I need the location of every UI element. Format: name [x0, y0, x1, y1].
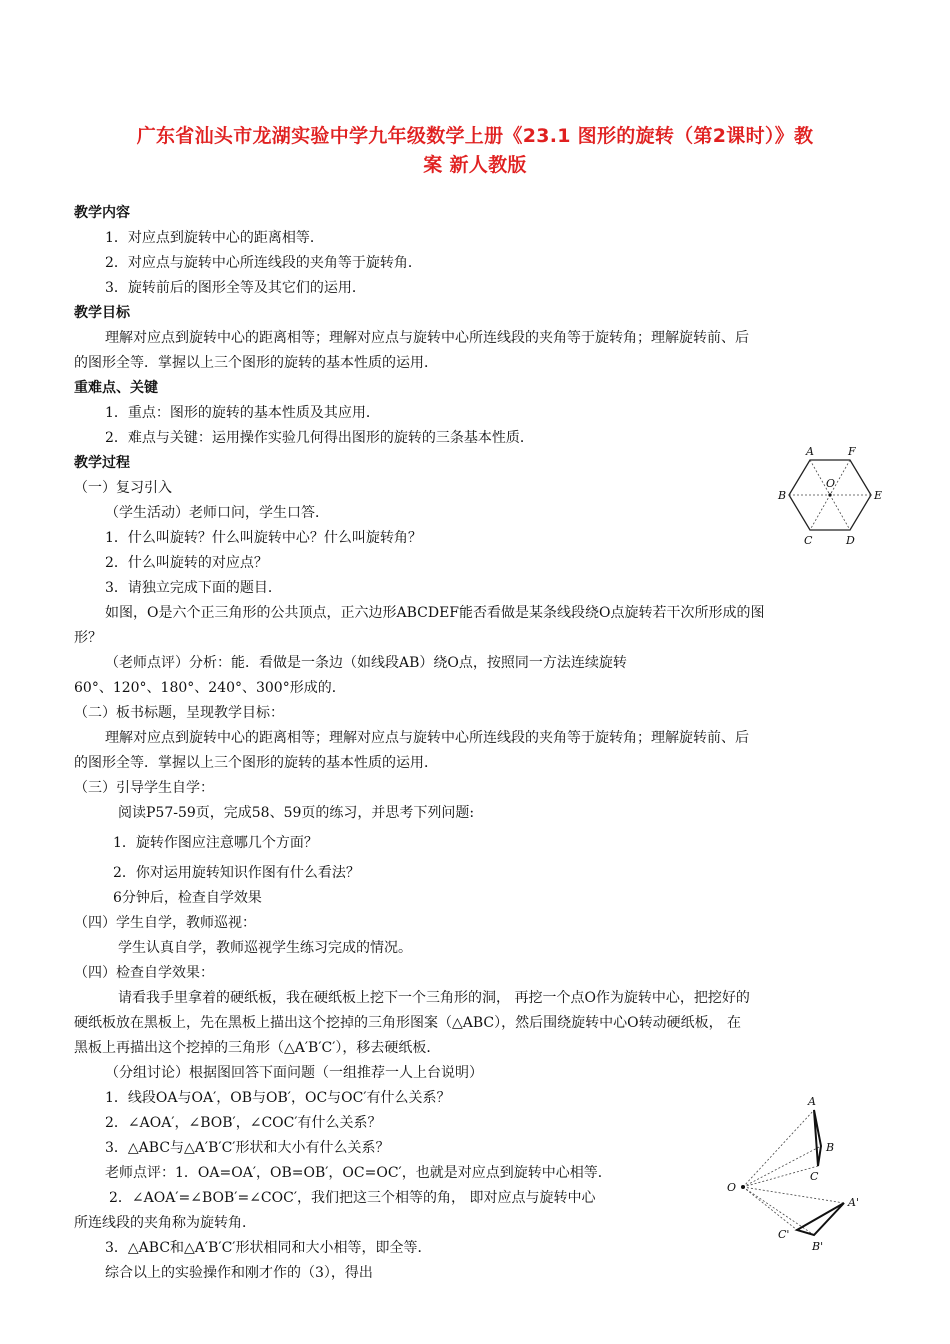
title-line-1: 广东省汕头市龙湖实验中学九年级数学上册《23.1 图形的旋转（第2课时）》教: [136, 125, 814, 147]
rot-label-b-prime: B': [812, 1240, 824, 1253]
text-line: （三）引导学生自学：: [74, 780, 214, 796]
rot-label-a-prime: A': [848, 1196, 859, 1209]
text-line: 6分钟后，检查自学效果: [113, 890, 262, 906]
text-line: （分组讨论）根据图回答下面问题（一组推荐一人上台说明）: [105, 1065, 483, 1081]
rot-label-a: A: [808, 1095, 816, 1108]
text-line: 2．什么叫旋转的对应点？: [105, 555, 268, 571]
hex-label-a: A: [806, 445, 814, 458]
text-line: 3．请独立完成下面的题目．: [105, 580, 282, 596]
rot-label-c-prime: C': [778, 1228, 790, 1241]
hexagon-figure: [772, 442, 892, 552]
rotation-dashed-segments: [743, 1110, 844, 1235]
text-line: 3．△ABC和△A′B′C′形状相同和大小相等，即全等．: [105, 1240, 432, 1256]
text-line: 1．对应点到旋转中心的距离相等．: [105, 230, 324, 246]
heading-content: 教学内容: [74, 205, 130, 221]
text-line: 2．难点与关键：运用操作实验几何得出图形的旋转的三条基本性质．: [105, 430, 534, 446]
rot-label-b: B: [826, 1141, 835, 1154]
rot-label-o: O: [727, 1181, 737, 1194]
text-line: （四）学生自学，教师巡视：: [74, 915, 256, 931]
text-line: 请看我手里拿着的硬纸板，我在硬纸板上挖下一个三角形的洞， 再挖一个点O作为旋转中心，把挖好的: [118, 990, 750, 1006]
rotation-center-point: [741, 1185, 745, 1189]
hex-label-b: B: [778, 489, 787, 502]
text-line: 的图形全等．掌握以上三个图形的旋转的基本性质的运用．: [74, 355, 438, 371]
text-line: 3．△ABC与△A′B′C′形状和大小有什么关系？: [105, 1140, 390, 1156]
triangle-abc-prime: [797, 1203, 844, 1235]
text-line: （学生活动）老师口问，学生口答．: [105, 505, 329, 521]
text-line: 60°、120°、180°、240°、300°形成的．: [74, 680, 346, 696]
hex-label-c: C: [804, 534, 813, 547]
text-line: 2．∠AOA′=∠BOB′=∠COC′，我们把这三个相等的角， 即对应点与旋转中心: [109, 1190, 596, 1206]
text-line: 理解对应点到旋转中心的距离相等；理解对应点与旋转中心所连线段的夹角等于旋转角；理解旋转前、后: [105, 330, 749, 346]
text-line: 2．你对运用旋转知识作图有什么看法？: [113, 865, 360, 881]
text-line: 综合以上的实验操作和刚才作的（3），得出: [105, 1265, 373, 1281]
text-line: 2．∠AOA′，∠BOB′，∠COC′有什么关系？: [105, 1115, 382, 1131]
center-point: [828, 493, 831, 496]
text-line: 形？: [74, 630, 102, 646]
heading-key-points: 重难点、关键: [74, 380, 158, 396]
heading-process: 教学过程: [74, 455, 130, 471]
text-line: 1．什么叫旋转？什么叫旋转中心？什么叫旋转角？: [105, 530, 422, 546]
text-line: 3．旋转前后的图形全等及其它们的运用．: [105, 280, 366, 296]
text-line: （四）检查自学效果：: [74, 965, 214, 981]
title-line-2: 案 新人教版: [423, 154, 527, 176]
text-line: 如图，O是六个正三角形的公共顶点，正六边形ABCDEF能否看做是某条线段绕O点旋转若干次所形成的图: [105, 605, 765, 621]
hex-label-d: D: [846, 534, 855, 547]
text-line: 学生认真自学，教师巡视学生练习完成的情况。: [118, 940, 412, 956]
text-line: 2．对应点与旋转中心所连线段的夹角等于旋转角．: [105, 255, 422, 271]
text-line: 黑板上再描出这个挖掉的三角形（△A′B′C′），移去硬纸板．: [74, 1040, 441, 1056]
text-line: 理解对应点到旋转中心的距离相等；理解对应点与旋转中心所连线段的夹角等于旋转角；理解旋转前、后: [105, 730, 749, 746]
rotation-figure: [722, 1088, 872, 1258]
text-line: 1．线段OA与OA′，OB与OB′，OC与OC′有什么关系？: [105, 1090, 451, 1106]
heading-goals: 教学目标: [74, 305, 130, 321]
text-line: 1．旋转作图应注意哪几个方面？: [113, 835, 318, 851]
text-line: （二）板书标题，呈现教学目标：: [74, 705, 284, 721]
hex-label-f: F: [848, 445, 856, 458]
text-line: 所连线段的夹角称为旋转角．: [74, 1215, 256, 1231]
text-line: 1．重点：图形的旋转的基本性质及其应用．: [105, 405, 380, 421]
text-line: 老师点评：1．OA=OA′，OB=OB′，OC=OC′，也就是对应点到旋转中心相等．: [105, 1165, 612, 1181]
text-line: 阅读P57-59页，完成58、59页的练习，并思考下列问题:: [118, 805, 475, 821]
hex-label-o: O: [826, 477, 836, 490]
text-line: （老师点评）分析：能．看做是一条边（如线段AB）绕O点，按照同一方法连续旋转: [105, 655, 627, 671]
text-line: （一）复习引入: [74, 480, 172, 496]
triangle-abc: [814, 1110, 821, 1166]
document-title: [60, 122, 890, 180]
rot-label-c: C: [810, 1170, 819, 1183]
text-line: 硬纸板放在黑板上，先在黑板上描出这个挖掉的三角形图案（△ABC），然后围绕旋转中心O转动硬纸板， 在: [74, 1015, 742, 1031]
text-line: 的图形全等．掌握以上三个图形的旋转的基本性质的运用．: [74, 755, 438, 771]
hex-label-e: E: [874, 489, 883, 502]
